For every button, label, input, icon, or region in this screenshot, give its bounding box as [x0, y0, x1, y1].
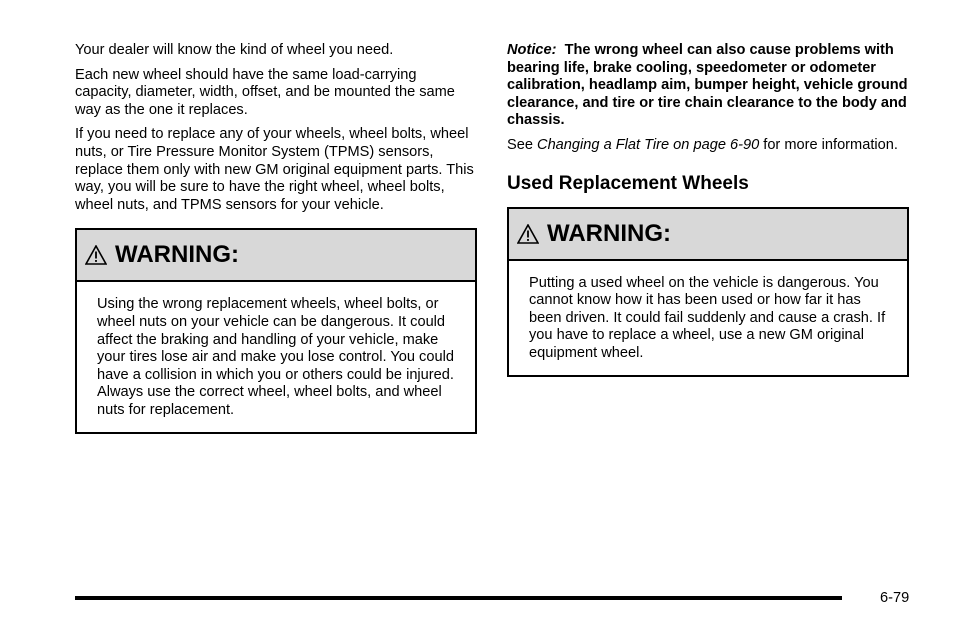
warning-triangle-icon — [85, 245, 107, 265]
warning-title: WARNING: — [115, 241, 239, 269]
page-number: 6-79 — [880, 590, 910, 606]
see-prefix: See — [507, 136, 533, 153]
notice-label: Notice: — [507, 42, 557, 58]
right-column — [507, 42, 909, 377]
warning-header — [77, 230, 475, 282]
footer-rule — [75, 596, 842, 600]
paragraph-wheel-spec: Each new wheel should have the same load-carrying capacity, diameter, width, offset, and be mounted the same way as the one it replaces. — [75, 66, 455, 118]
section-heading: Used Replacement Wheels — [507, 172, 749, 194]
warning-body — [509, 261, 907, 375]
see-reference-paragraph — [507, 137, 909, 155]
warning-text: Using the wrong replacement wheels, wheel bolts, or wheel nuts on your vehicle can be dangerous. It could affect the braking and handling of your vehicle, make your tires lose air and make you lose control. You could have a collision in which you or others could be injured. Always use the correct wheel, wheel bolts, and wheel nuts for replacement. — [97, 296, 454, 418]
warning-text: Putting a used wheel on the vehicle is dangerous. You cannot know how it has been used or how far it has been driven. It could fail suddenly and cause a crash. If you have to replace a wheel, use a new GM original equipment wheel. — [529, 274, 886, 361]
warning-box-wrong-wheels — [75, 228, 477, 433]
warning-triangle-icon — [517, 224, 539, 244]
notice-paragraph — [507, 42, 909, 130]
warning-body — [77, 282, 475, 431]
left-column — [75, 42, 477, 434]
see-suffix: for more information. — [763, 136, 898, 153]
warning-box-used-wheel — [507, 207, 909, 377]
notice-text: The wrong wheel can also cause problems with bearing life, brake cooling, speedometer or odometer calibration, headlamp aim, bumper height, vehicle ground clearance, and tire or tire chain clearance to the body and chassis. — [507, 42, 908, 129]
warning-title: WARNING: — [547, 219, 671, 247]
paragraph-replace-parts: If you need to replace any of your wheels, wheel bolts, wheel nuts, or Tire Pressure Monitor System (TPMS) sensors, replace them only with new GM original equipment parts. This way, you will be sure to have the right wheel, wheel bolts, wheel nuts, and TPMS sensors for your vehicle. — [75, 126, 474, 213]
warning-header — [509, 209, 907, 261]
paragraph-dealer: Your dealer will know the kind of wheel you need. — [75, 42, 394, 58]
cross-reference-link[interactable]: Changing a Flat Tire on page 6-90 — [537, 136, 760, 153]
